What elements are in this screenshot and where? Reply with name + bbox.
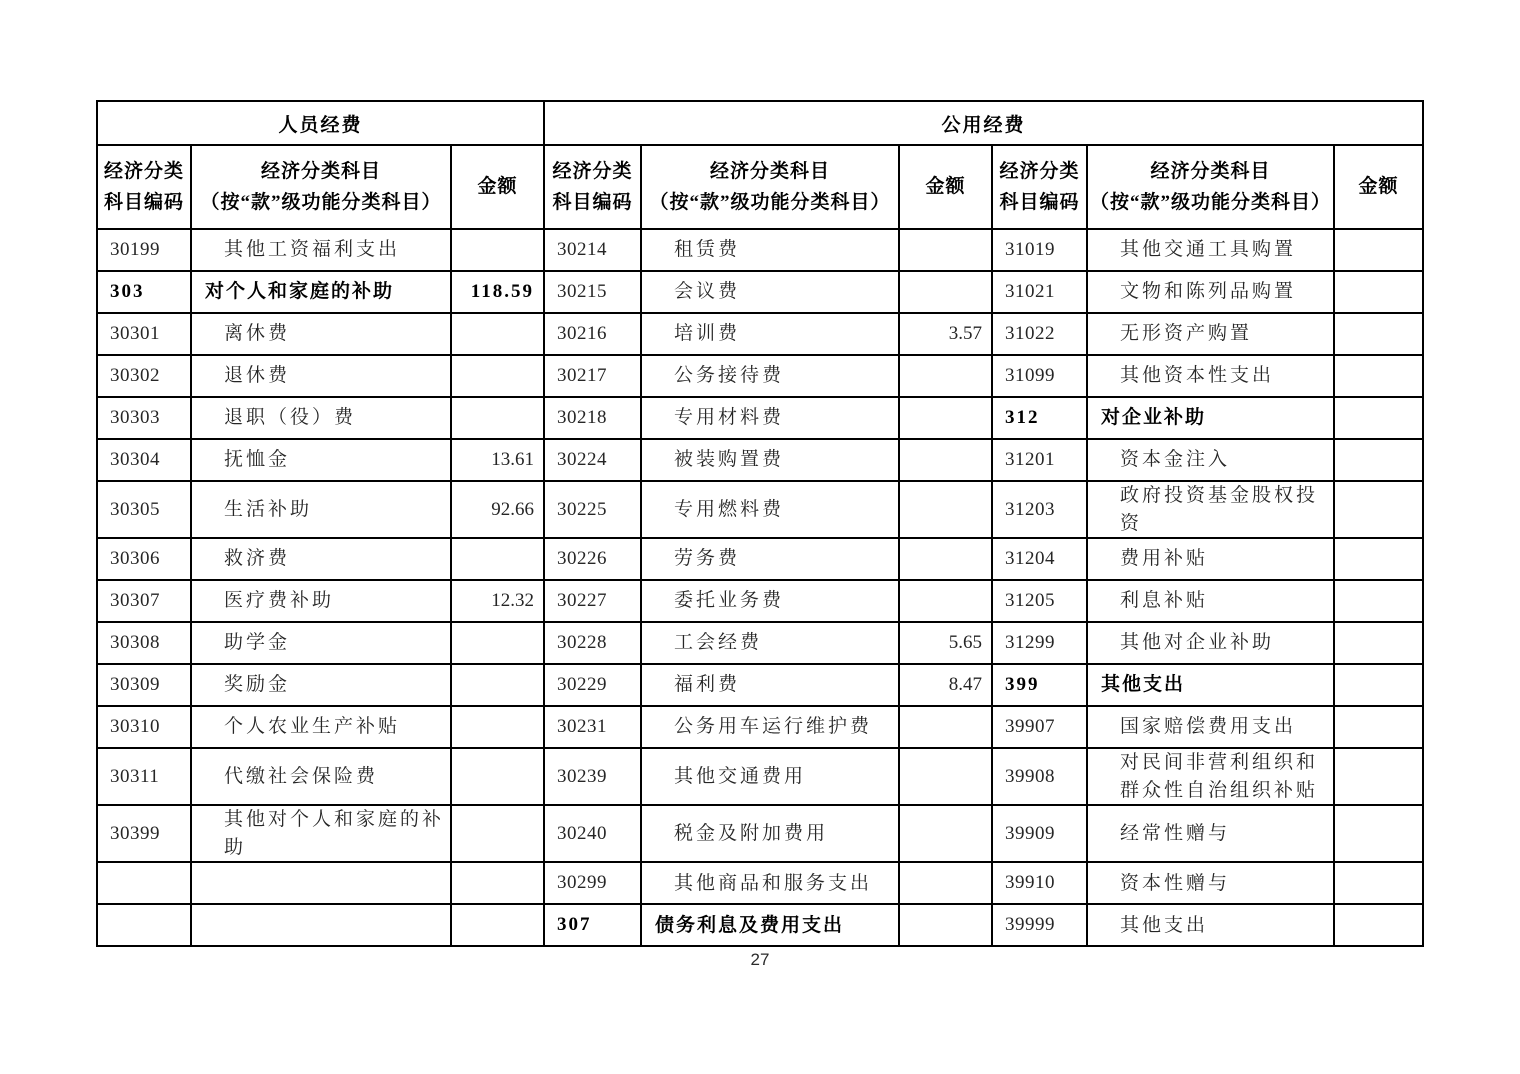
amount-cell: [899, 481, 992, 538]
col-header-subject: [641, 145, 899, 229]
col-header-subject-line2: （按“款”级功能分类科目）: [1089, 192, 1331, 213]
subject-cell: 债务利息及费用支出: [641, 904, 899, 946]
table-row: [97, 355, 1423, 397]
table-row: [97, 229, 1423, 271]
code-cell: 30399: [97, 805, 191, 862]
section-header-public-funds: 公用经费: [544, 101, 1423, 145]
col-header-code-line2: 科目编码: [999, 192, 1080, 213]
table-row: [97, 313, 1423, 355]
table-row: [97, 622, 1423, 664]
code-cell: 30239: [544, 748, 641, 805]
amount-cell: [451, 313, 544, 355]
subject-cell: 其他对个人和家庭的补助: [191, 805, 451, 862]
amount-cell: [1334, 580, 1423, 622]
subject-cell: 费用补贴: [1087, 538, 1334, 580]
code-cell: 30231: [544, 706, 641, 748]
amount-cell: [1334, 664, 1423, 706]
subject-cell: 会议费: [641, 271, 899, 313]
col-header-subject-line2: （按“款”级功能分类科目）: [649, 192, 891, 213]
amount-cell: [1334, 229, 1423, 271]
code-cell: 31021: [992, 271, 1087, 313]
subject-cell: [191, 904, 451, 946]
table-row: [97, 538, 1423, 580]
code-cell: 31205: [992, 580, 1087, 622]
code-cell: 30225: [544, 481, 641, 538]
table-row: [97, 397, 1423, 439]
amount-cell: [451, 748, 544, 805]
subject-cell: 资本性赠与: [1087, 862, 1334, 904]
code-cell: 30224: [544, 439, 641, 481]
code-cell: 30215: [544, 271, 641, 313]
code-cell: [97, 904, 191, 946]
code-cell: 30216: [544, 313, 641, 355]
subject-cell: 工会经费: [641, 622, 899, 664]
subject-cell: 其他交通费用: [641, 748, 899, 805]
col-header-subject: [1087, 145, 1334, 229]
amount-cell: [451, 862, 544, 904]
subject-cell: 生活补助: [191, 481, 451, 538]
table-row: [97, 862, 1423, 904]
code-cell: 30229: [544, 664, 641, 706]
amount-cell: [1334, 439, 1423, 481]
subject-cell: 经常性赠与: [1087, 805, 1334, 862]
amount-cell: [1334, 862, 1423, 904]
col-header-amount: 金额: [899, 145, 992, 229]
amount-cell: [899, 355, 992, 397]
amount-cell: [899, 748, 992, 805]
subject-cell: 其他工资福利支出: [191, 229, 451, 271]
amount-cell: [451, 397, 544, 439]
code-cell: 30305: [97, 481, 191, 538]
col-header-subject-line2: （按“款”级功能分类科目）: [200, 192, 442, 213]
amount-cell: [451, 229, 544, 271]
amount-cell: [451, 355, 544, 397]
code-cell: 30228: [544, 622, 641, 664]
code-cell: 30307: [97, 580, 191, 622]
subject-cell: 税金及附加费用: [641, 805, 899, 862]
amount-cell: 13.61: [451, 439, 544, 481]
table-row: [97, 481, 1423, 538]
code-cell: 31299: [992, 622, 1087, 664]
subject-cell: 救济费: [191, 538, 451, 580]
table-row: [97, 580, 1423, 622]
code-cell: 30227: [544, 580, 641, 622]
amount-cell: [899, 439, 992, 481]
amount-cell: 5.65: [899, 622, 992, 664]
amount-cell: [899, 904, 992, 946]
subject-cell: 劳务费: [641, 538, 899, 580]
amount-cell: [899, 229, 992, 271]
subject-cell: 其他支出: [1087, 904, 1334, 946]
amount-cell: [899, 805, 992, 862]
col-header-code: [992, 145, 1087, 229]
amount-cell: [1334, 397, 1423, 439]
code-cell: [97, 862, 191, 904]
amount-cell: 92.66: [451, 481, 544, 538]
amount-cell: 8.47: [899, 664, 992, 706]
code-cell: 30310: [97, 706, 191, 748]
subject-cell: 医疗费补助: [191, 580, 451, 622]
col-header-code-line1: 经济分类: [552, 160, 633, 182]
subject-cell: 文物和陈列品购置: [1087, 271, 1334, 313]
subject-cell: [191, 862, 451, 904]
subject-cell: 离休费: [191, 313, 451, 355]
code-cell: 30308: [97, 622, 191, 664]
amount-cell: [1334, 706, 1423, 748]
code-cell: 39908: [992, 748, 1087, 805]
subject-cell: 退职（役）费: [191, 397, 451, 439]
amount-cell: 12.32: [451, 580, 544, 622]
amount-cell: [899, 706, 992, 748]
subject-cell: 公务接待费: [641, 355, 899, 397]
subject-cell: 福利费: [641, 664, 899, 706]
code-cell: 30302: [97, 355, 191, 397]
code-cell: 39909: [992, 805, 1087, 862]
amount-cell: [451, 664, 544, 706]
code-cell: 30240: [544, 805, 641, 862]
table-row: [97, 706, 1423, 748]
code-cell: 30226: [544, 538, 641, 580]
subject-cell: 专用燃料费: [641, 481, 899, 538]
page-number: 27: [750, 950, 770, 969]
section-header-row: [97, 101, 1423, 145]
col-header-subject-line1: 经济分类科目: [260, 160, 381, 182]
subject-cell: 对企业补助: [1087, 397, 1334, 439]
col-header-code: [97, 145, 191, 229]
table-row: [97, 805, 1423, 862]
subject-cell: 利息补贴: [1087, 580, 1334, 622]
code-cell: 312: [992, 397, 1087, 439]
subject-cell: 其他交通工具购置: [1087, 229, 1334, 271]
amount-cell: [899, 397, 992, 439]
code-cell: 30217: [544, 355, 641, 397]
code-cell: 30309: [97, 664, 191, 706]
code-cell: 30218: [544, 397, 641, 439]
amount-cell: [1334, 622, 1423, 664]
subject-cell: 对个人和家庭的补助: [191, 271, 451, 313]
code-cell: 31204: [992, 538, 1087, 580]
table-row: [97, 439, 1423, 481]
col-header-subject-line1: 经济分类科目: [709, 160, 830, 182]
code-cell: 30214: [544, 229, 641, 271]
amount-cell: 3.57: [899, 313, 992, 355]
subject-cell: 无形资产购置: [1087, 313, 1334, 355]
code-cell: 31203: [992, 481, 1087, 538]
code-cell: 30304: [97, 439, 191, 481]
table-row: [97, 904, 1423, 946]
col-header-subject-line1: 经济分类科目: [1150, 160, 1271, 182]
code-cell: 30311: [97, 748, 191, 805]
subject-cell: 专用材料费: [641, 397, 899, 439]
subject-cell: 助学金: [191, 622, 451, 664]
table-row: [97, 748, 1423, 805]
amount-cell: [451, 904, 544, 946]
col-header-amount: 金额: [1334, 145, 1423, 229]
col-header-subject: [191, 145, 451, 229]
amount-cell: [1334, 481, 1423, 538]
col-header-code-line2: 科目编码: [103, 192, 184, 213]
section-header-personnel-funds: 人员经费: [97, 101, 544, 145]
code-cell: 31019: [992, 229, 1087, 271]
amount-cell: [899, 580, 992, 622]
amount-cell: [899, 271, 992, 313]
code-cell: 39999: [992, 904, 1087, 946]
amount-cell: [1334, 904, 1423, 946]
col-header-code-line1: 经济分类: [999, 160, 1080, 182]
subject-cell: 个人农业生产补贴: [191, 706, 451, 748]
code-cell: 39907: [992, 706, 1087, 748]
code-cell: 30303: [97, 397, 191, 439]
code-cell: 39910: [992, 862, 1087, 904]
amount-cell: [1334, 538, 1423, 580]
amount-cell: [451, 538, 544, 580]
amount-cell: [899, 538, 992, 580]
subject-cell: 其他对企业补助: [1087, 622, 1334, 664]
col-header-code-line1: 经济分类: [103, 160, 184, 182]
code-cell: 31022: [992, 313, 1087, 355]
amount-cell: [1334, 805, 1423, 862]
table-row: [97, 271, 1423, 313]
code-cell: 30199: [97, 229, 191, 271]
subject-cell: 委托业务费: [641, 580, 899, 622]
table-row: [97, 664, 1423, 706]
subject-cell: 资本金注入: [1087, 439, 1334, 481]
code-cell: 307: [544, 904, 641, 946]
subject-cell: 国家赔偿费用支出: [1087, 706, 1334, 748]
subject-cell: 抚恤金: [191, 439, 451, 481]
amount-cell: [451, 622, 544, 664]
subject-cell: 租赁费: [641, 229, 899, 271]
amount-cell: [1334, 271, 1423, 313]
subject-cell: 培训费: [641, 313, 899, 355]
amount-cell: [1334, 313, 1423, 355]
subject-cell: 其他支出: [1087, 664, 1334, 706]
amount-cell: [451, 805, 544, 862]
subject-cell: 对民间非营利组织和群众性自治组织补贴: [1087, 748, 1334, 805]
amount-cell: [1334, 355, 1423, 397]
subject-cell: 其他资本性支出: [1087, 355, 1334, 397]
col-header-code-line2: 科目编码: [552, 192, 633, 213]
budget-table: [96, 100, 1424, 947]
subject-cell: 公务用车运行维护费: [641, 706, 899, 748]
code-cell: 31201: [992, 439, 1087, 481]
code-cell: 30299: [544, 862, 641, 904]
subject-cell: 被装购置费: [641, 439, 899, 481]
column-header-row: [97, 145, 1423, 229]
col-header-amount: 金额: [451, 145, 544, 229]
amount-cell: [451, 706, 544, 748]
code-cell: 31099: [992, 355, 1087, 397]
code-cell: 30306: [97, 538, 191, 580]
amount-cell: [1334, 748, 1423, 805]
subject-cell: 其他商品和服务支出: [641, 862, 899, 904]
code-cell: 30301: [97, 313, 191, 355]
amount-cell: 118.59: [451, 271, 544, 313]
amount-cell: [899, 862, 992, 904]
subject-cell: 退休费: [191, 355, 451, 397]
subject-cell: 代缴社会保险费: [191, 748, 451, 805]
code-cell: 303: [97, 271, 191, 313]
code-cell: 399: [992, 664, 1087, 706]
subject-cell: 政府投资基金股权投资: [1087, 481, 1334, 538]
subject-cell: 奖励金: [191, 664, 451, 706]
col-header-code: [544, 145, 641, 229]
